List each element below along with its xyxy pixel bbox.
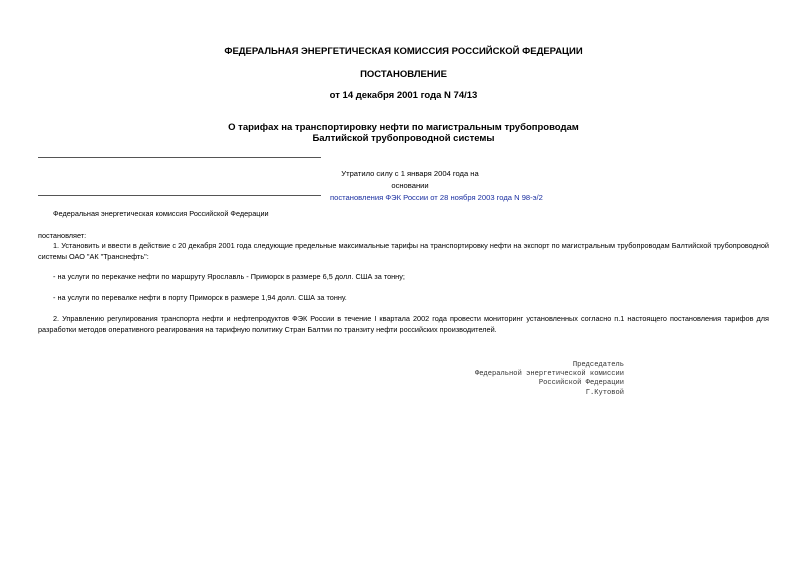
item-1b-paragraph: - на услуги по перевалке нефти в порту Приморск в размере 1,94 долл. США за тонну. bbox=[53, 293, 347, 302]
expiry-link[interactable]: постановления ФЭК России от 28 ноября 2003 года N 98-э/2 bbox=[330, 193, 543, 202]
document-type: ПОСТАНОВЛЕНИЕ bbox=[360, 69, 447, 80]
resolves-paragraph: постановляет: bbox=[38, 231, 87, 240]
signature-organization: Федеральной энергетической комиссии bbox=[475, 370, 624, 379]
expiry-note bbox=[330, 168, 543, 204]
date-and-number: от 14 декабря 2001 года N 74/13 bbox=[329, 90, 478, 101]
expiry-text: Утратило силу с 1 января 2004 года на основании bbox=[341, 169, 479, 190]
document-title-line-2: Балтийской трубопроводной системы bbox=[312, 133, 495, 144]
bottom-divider bbox=[38, 195, 321, 196]
signature-name: Г.Кутовой bbox=[585, 388, 624, 397]
item-1-paragraph: 1. Установить и ввести в действие с 20 декабря 2001 года следующие предельные максимальные тарифы на транспортировку нефти на экспорт по магистральным трубопроводам Балтийской трубопроводной системы ОАО "АК "Транснефть": bbox=[38, 241, 769, 261]
item-2-paragraph: 2. Управлению регулирования транспорта нефти и нефтепродуктов ФЭК России в течение I квартала 2002 года провести мониторинг установленных согласно п.1 настоящего постановления тарифов для разработки методов оперативного реагирования на тарифную политику Стран Балтии по транзиту нефти российских производителей. bbox=[38, 314, 769, 334]
top-divider bbox=[38, 157, 321, 158]
signature-block bbox=[475, 361, 624, 398]
signature-title: Председатель bbox=[572, 361, 624, 369]
commission-heading: ФЕДЕРАЛЬНАЯ ЭНЕРГЕТИЧЕСКАЯ КОМИССИЯ РОССИЙСКОЙ ФЕДЕРАЦИИ bbox=[224, 46, 583, 57]
signature-country: Российской Федерации bbox=[538, 379, 624, 388]
intro-paragraph: Федеральная энергетическая комиссия Российской Федерации bbox=[53, 209, 269, 218]
document-title-line-1: О тарифах на транспортировку нефти по магистральным трубопроводам bbox=[228, 122, 579, 133]
item-1a-paragraph: - на услуги по перекачке нефти по маршруту Ярославль - Приморск в размере 6,5 долл. США за тонну; bbox=[53, 272, 405, 281]
